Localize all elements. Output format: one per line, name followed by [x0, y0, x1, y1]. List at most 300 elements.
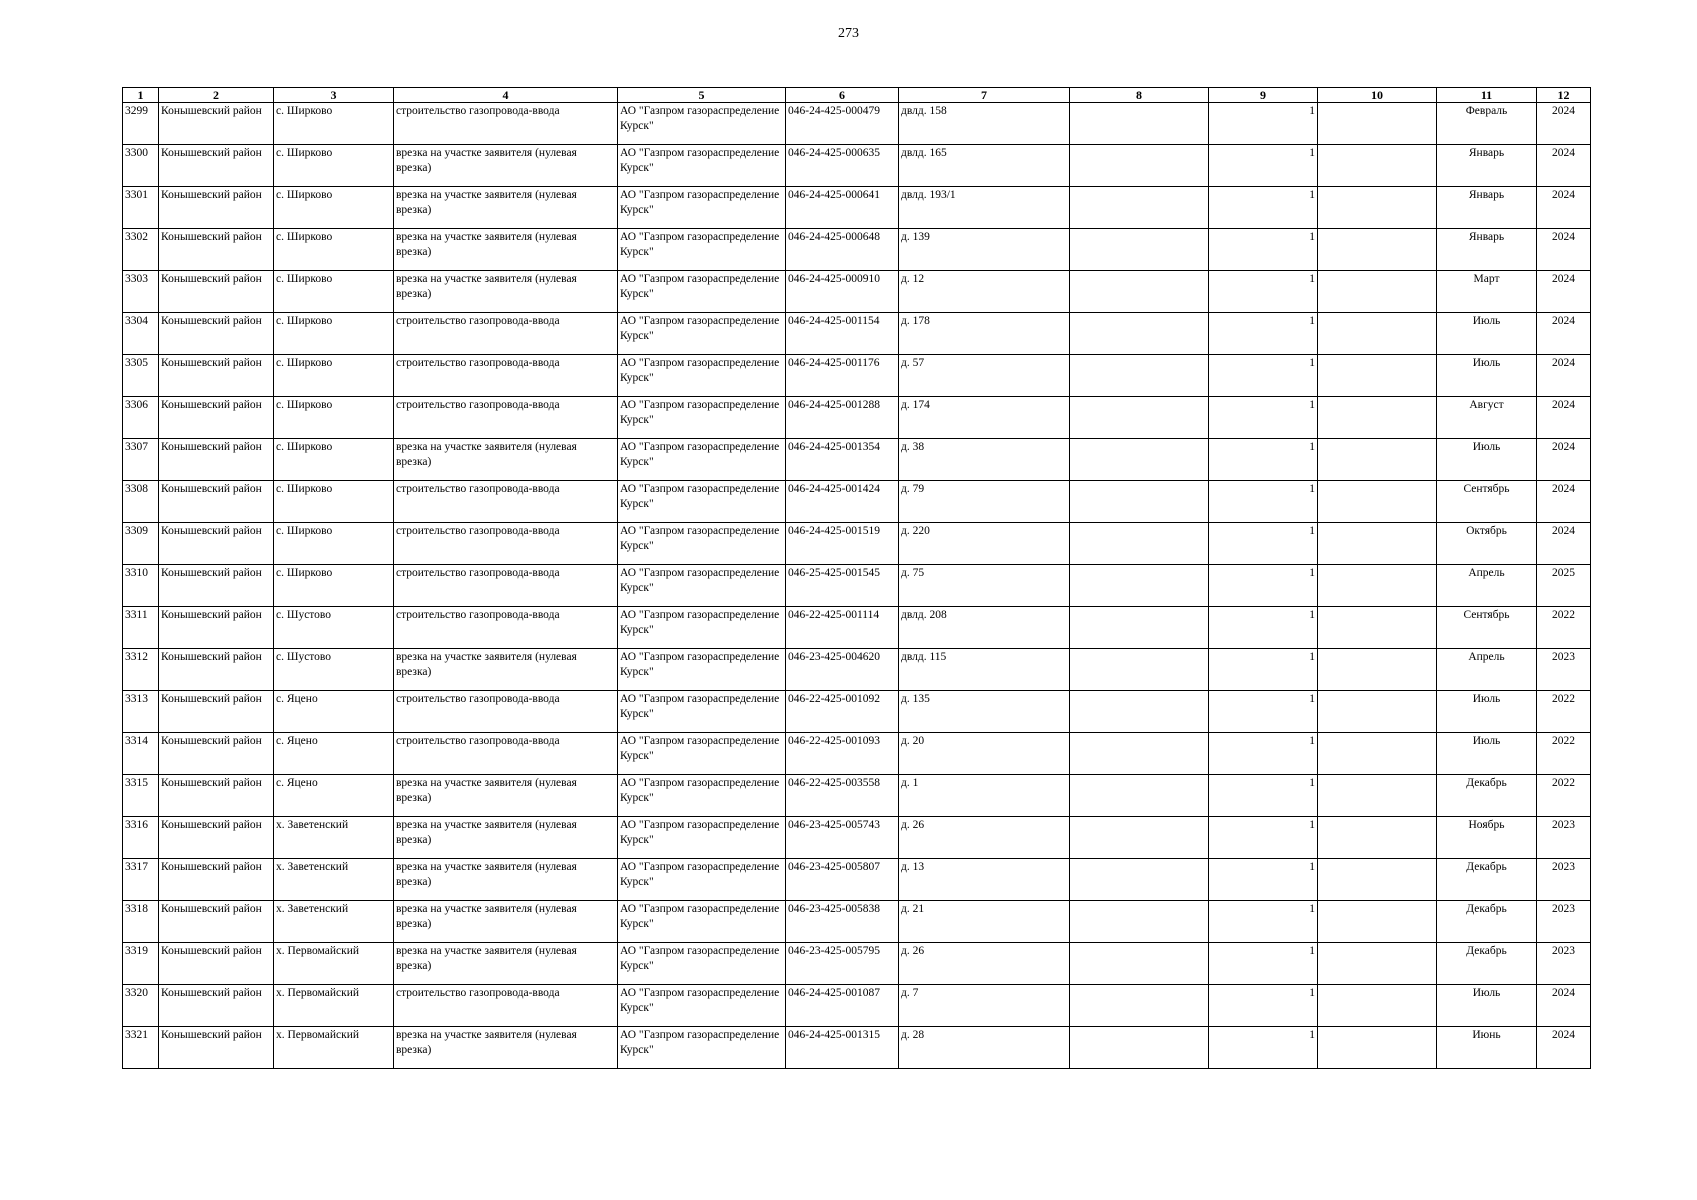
organization-cell: АО "Газпром газораспределение Курск": [618, 229, 786, 271]
year-cell: 2024: [1537, 355, 1591, 397]
column-10-cell: [1318, 817, 1437, 859]
address-cell: двлд. 158: [899, 103, 1070, 145]
column-header: 5: [618, 88, 786, 103]
year-cell: 2023: [1537, 817, 1591, 859]
column-10-cell: [1318, 607, 1437, 649]
table-row: [123, 481, 1591, 523]
row-number: 3299: [123, 103, 159, 145]
year-cell: 2022: [1537, 691, 1591, 733]
month-cell: Декабрь: [1437, 859, 1537, 901]
row-number: 3316: [123, 817, 159, 859]
quantity-cell: 1: [1209, 271, 1318, 313]
organization-cell: АО "Газпром газораспределение Курск": [618, 859, 786, 901]
quantity-cell: 1: [1209, 103, 1318, 145]
column-8-cell: [1070, 775, 1209, 817]
locality-cell: с. Ширково: [274, 439, 394, 481]
application-code-cell: 046-24-425-001354: [786, 439, 899, 481]
column-header: 4: [394, 88, 618, 103]
work-type-cell: строительство газопровода-ввода: [394, 691, 618, 733]
month-cell: Январь: [1437, 229, 1537, 271]
work-type-cell: врезка на участке заявителя (нулевая врезка): [394, 271, 618, 313]
locality-cell: с. Яцено: [274, 733, 394, 775]
table-row: [123, 313, 1591, 355]
address-cell: д. 135: [899, 691, 1070, 733]
address-cell: д. 12: [899, 271, 1070, 313]
column-8-cell: [1070, 565, 1209, 607]
locality-cell: с. Ширково: [274, 229, 394, 271]
month-cell: Июль: [1437, 691, 1537, 733]
locality-cell: с. Ширково: [274, 523, 394, 565]
year-cell: 2024: [1537, 397, 1591, 439]
column-8-cell: [1070, 859, 1209, 901]
row-number: 3313: [123, 691, 159, 733]
column-8-cell: [1070, 943, 1209, 985]
application-code-cell: 046-24-425-001519: [786, 523, 899, 565]
column-8-cell: [1070, 817, 1209, 859]
district-cell: Конышевский район: [159, 397, 274, 439]
work-type-cell: строительство газопровода-ввода: [394, 481, 618, 523]
column-header: 11: [1437, 88, 1537, 103]
row-number: 3320: [123, 985, 159, 1027]
column-10-cell: [1318, 439, 1437, 481]
locality-cell: с. Ширково: [274, 271, 394, 313]
work-type-cell: врезка на участке заявителя (нулевая врезка): [394, 229, 618, 271]
column-10-cell: [1318, 103, 1437, 145]
row-number: 3309: [123, 523, 159, 565]
column-8-cell: [1070, 691, 1209, 733]
district-cell: Конышевский район: [159, 943, 274, 985]
district-cell: Конышевский район: [159, 565, 274, 607]
row-number: 3305: [123, 355, 159, 397]
table-row: [123, 733, 1591, 775]
year-cell: 2024: [1537, 481, 1591, 523]
district-cell: Конышевский район: [159, 523, 274, 565]
row-number: 3302: [123, 229, 159, 271]
quantity-cell: 1: [1209, 187, 1318, 229]
row-number: 3301: [123, 187, 159, 229]
column-10-cell: [1318, 355, 1437, 397]
month-cell: Январь: [1437, 187, 1537, 229]
column-8-cell: [1070, 481, 1209, 523]
quantity-cell: 1: [1209, 145, 1318, 187]
quantity-cell: 1: [1209, 607, 1318, 649]
locality-cell: с. Яцено: [274, 775, 394, 817]
work-type-cell: врезка на участке заявителя (нулевая врезка): [394, 943, 618, 985]
locality-cell: с. Яцено: [274, 691, 394, 733]
month-cell: Февраль: [1437, 103, 1537, 145]
organization-cell: АО "Газпром газораспределение Курск": [618, 649, 786, 691]
address-cell: д. 7: [899, 985, 1070, 1027]
row-number: 3312: [123, 649, 159, 691]
row-number: 3311: [123, 607, 159, 649]
year-cell: 2024: [1537, 229, 1591, 271]
column-10-cell: [1318, 1027, 1437, 1069]
organization-cell: АО "Газпром газораспределение Курск": [618, 565, 786, 607]
locality-cell: х. Первомайский: [274, 985, 394, 1027]
quantity-cell: 1: [1209, 649, 1318, 691]
month-cell: Март: [1437, 271, 1537, 313]
quantity-cell: 1: [1209, 523, 1318, 565]
work-type-cell: врезка на участке заявителя (нулевая врезка): [394, 145, 618, 187]
district-cell: Конышевский район: [159, 145, 274, 187]
year-cell: 2024: [1537, 103, 1591, 145]
row-number: 3321: [123, 1027, 159, 1069]
address-cell: д. 38: [899, 439, 1070, 481]
table-row: [123, 397, 1591, 439]
column-10-cell: [1318, 271, 1437, 313]
year-cell: 2024: [1537, 313, 1591, 355]
year-cell: 2025: [1537, 565, 1591, 607]
locality-cell: с. Ширково: [274, 145, 394, 187]
row-number: 3315: [123, 775, 159, 817]
locality-cell: с. Ширково: [274, 565, 394, 607]
table-row: [123, 145, 1591, 187]
quantity-cell: 1: [1209, 733, 1318, 775]
column-10-cell: [1318, 943, 1437, 985]
column-8-cell: [1070, 607, 1209, 649]
quantity-cell: 1: [1209, 859, 1318, 901]
address-cell: д. 57: [899, 355, 1070, 397]
column-8-cell: [1070, 985, 1209, 1027]
column-8-cell: [1070, 229, 1209, 271]
table-row: [123, 901, 1591, 943]
district-cell: Конышевский район: [159, 607, 274, 649]
month-cell: Июль: [1437, 313, 1537, 355]
column-header: 6: [786, 88, 899, 103]
organization-cell: АО "Газпром газораспределение Курск": [618, 733, 786, 775]
row-number: 3314: [123, 733, 159, 775]
organization-cell: АО "Газпром газораспределение Курск": [618, 481, 786, 523]
month-cell: Август: [1437, 397, 1537, 439]
address-cell: д. 178: [899, 313, 1070, 355]
table-row: [123, 859, 1591, 901]
column-8-cell: [1070, 397, 1209, 439]
application-code-cell: 046-24-425-001154: [786, 313, 899, 355]
address-cell: двлд. 208: [899, 607, 1070, 649]
column-10-cell: [1318, 901, 1437, 943]
table-row: [123, 103, 1591, 145]
column-header: 9: [1209, 88, 1318, 103]
column-10-cell: [1318, 649, 1437, 691]
locality-cell: с. Ширково: [274, 397, 394, 439]
work-type-cell: врезка на участке заявителя (нулевая врезка): [394, 901, 618, 943]
work-type-cell: врезка на участке заявителя (нулевая врезка): [394, 1027, 618, 1069]
table-row: [123, 817, 1591, 859]
year-cell: 2023: [1537, 859, 1591, 901]
address-cell: д. 28: [899, 1027, 1070, 1069]
table-row: [123, 229, 1591, 271]
table-row: [123, 775, 1591, 817]
address-cell: д. 13: [899, 859, 1070, 901]
quantity-cell: 1: [1209, 943, 1318, 985]
table-row: [123, 439, 1591, 481]
column-10-cell: [1318, 985, 1437, 1027]
work-type-cell: врезка на участке заявителя (нулевая врезка): [394, 439, 618, 481]
month-cell: Декабрь: [1437, 775, 1537, 817]
month-cell: Июль: [1437, 733, 1537, 775]
quantity-cell: 1: [1209, 355, 1318, 397]
column-10-cell: [1318, 313, 1437, 355]
table-row: [123, 985, 1591, 1027]
organization-cell: АО "Газпром газораспределение Курск": [618, 901, 786, 943]
address-cell: д. 26: [899, 943, 1070, 985]
month-cell: Июль: [1437, 355, 1537, 397]
month-cell: Ноябрь: [1437, 817, 1537, 859]
year-cell: 2024: [1537, 187, 1591, 229]
work-type-cell: строительство газопровода-ввода: [394, 103, 618, 145]
table-row: [123, 691, 1591, 733]
work-type-cell: строительство газопровода-ввода: [394, 733, 618, 775]
address-cell: двлд. 165: [899, 145, 1070, 187]
row-number: 3319: [123, 943, 159, 985]
work-type-cell: строительство газопровода-ввода: [394, 523, 618, 565]
column-8-cell: [1070, 439, 1209, 481]
organization-cell: АО "Газпром газораспределение Курск": [618, 103, 786, 145]
work-type-cell: врезка на участке заявителя (нулевая врезка): [394, 859, 618, 901]
column-header: 10: [1318, 88, 1437, 103]
month-cell: Апрель: [1437, 649, 1537, 691]
application-code-cell: 046-25-425-001545: [786, 565, 899, 607]
district-cell: Конышевский район: [159, 691, 274, 733]
application-code-cell: 046-22-425-001092: [786, 691, 899, 733]
year-cell: 2024: [1537, 439, 1591, 481]
address-cell: д. 26: [899, 817, 1070, 859]
table-row: [123, 565, 1591, 607]
address-cell: д. 1: [899, 775, 1070, 817]
district-cell: Конышевский район: [159, 985, 274, 1027]
row-number: 3317: [123, 859, 159, 901]
work-type-cell: строительство газопровода-ввода: [394, 313, 618, 355]
district-cell: Конышевский район: [159, 355, 274, 397]
locality-cell: с. Ширково: [274, 313, 394, 355]
district-cell: Конышевский район: [159, 733, 274, 775]
work-type-cell: врезка на участке заявителя (нулевая врезка): [394, 775, 618, 817]
quantity-cell: 1: [1209, 817, 1318, 859]
district-cell: Конышевский район: [159, 649, 274, 691]
column-header: 1: [123, 88, 159, 103]
table-row: [123, 271, 1591, 313]
column-10-cell: [1318, 691, 1437, 733]
column-8-cell: [1070, 313, 1209, 355]
month-cell: Июль: [1437, 439, 1537, 481]
column-8-cell: [1070, 355, 1209, 397]
month-cell: Декабрь: [1437, 943, 1537, 985]
year-cell: 2023: [1537, 901, 1591, 943]
column-10-cell: [1318, 859, 1437, 901]
application-code-cell: 046-24-425-001087: [786, 985, 899, 1027]
row-number: 3304: [123, 313, 159, 355]
quantity-cell: 1: [1209, 481, 1318, 523]
column-10-cell: [1318, 397, 1437, 439]
application-code-cell: 046-23-425-005838: [786, 901, 899, 943]
column-8-cell: [1070, 901, 1209, 943]
month-cell: Июнь: [1437, 1027, 1537, 1069]
column-header: 12: [1537, 88, 1591, 103]
column-10-cell: [1318, 523, 1437, 565]
month-cell: Январь: [1437, 145, 1537, 187]
application-code-cell: 046-24-425-001424: [786, 481, 899, 523]
organization-cell: АО "Газпром газораспределение Курск": [618, 985, 786, 1027]
month-cell: Июль: [1437, 985, 1537, 1027]
table-row: [123, 1027, 1591, 1069]
column-8-cell: [1070, 733, 1209, 775]
organization-cell: АО "Газпром газораспределение Курск": [618, 607, 786, 649]
row-number: 3310: [123, 565, 159, 607]
organization-cell: АО "Газпром газораспределение Курск": [618, 691, 786, 733]
application-code-cell: 046-24-425-001315: [786, 1027, 899, 1069]
address-cell: двлд. 193/1: [899, 187, 1070, 229]
table-row: [123, 943, 1591, 985]
year-cell: 2023: [1537, 943, 1591, 985]
year-cell: 2022: [1537, 733, 1591, 775]
column-10-cell: [1318, 187, 1437, 229]
quantity-cell: 1: [1209, 985, 1318, 1027]
quantity-cell: 1: [1209, 313, 1318, 355]
address-cell: д. 75: [899, 565, 1070, 607]
application-code-cell: 046-22-425-001093: [786, 733, 899, 775]
work-type-cell: строительство газопровода-ввода: [394, 355, 618, 397]
column-8-cell: [1070, 187, 1209, 229]
year-cell: 2022: [1537, 607, 1591, 649]
organization-cell: АО "Газпром газораспределение Курск": [618, 943, 786, 985]
organization-cell: АО "Газпром газораспределение Курск": [618, 439, 786, 481]
organization-cell: АО "Газпром газораспределение Курск": [618, 775, 786, 817]
district-cell: Конышевский район: [159, 103, 274, 145]
application-code-cell: 046-23-425-005807: [786, 859, 899, 901]
organization-cell: АО "Газпром газораспределение Курск": [618, 313, 786, 355]
organization-cell: АО "Газпром газораспределение Курск": [618, 271, 786, 313]
table-row: [123, 355, 1591, 397]
month-cell: Декабрь: [1437, 901, 1537, 943]
work-type-cell: строительство газопровода-ввода: [394, 397, 618, 439]
address-cell: д. 174: [899, 397, 1070, 439]
district-cell: Конышевский район: [159, 817, 274, 859]
quantity-cell: 1: [1209, 439, 1318, 481]
column-8-cell: [1070, 145, 1209, 187]
locality-cell: с. Ширково: [274, 103, 394, 145]
locality-cell: х. Первомайский: [274, 943, 394, 985]
month-cell: Сентябрь: [1437, 607, 1537, 649]
work-type-cell: строительство газопровода-ввода: [394, 985, 618, 1027]
application-code-cell: 046-24-425-000635: [786, 145, 899, 187]
address-cell: д. 79: [899, 481, 1070, 523]
application-code-cell: 046-24-425-001176: [786, 355, 899, 397]
address-cell: д. 139: [899, 229, 1070, 271]
organization-cell: АО "Газпром газораспределение Курск": [618, 397, 786, 439]
row-number: 3303: [123, 271, 159, 313]
month-cell: Октябрь: [1437, 523, 1537, 565]
locality-cell: с. Ширково: [274, 187, 394, 229]
column-header: 3: [274, 88, 394, 103]
district-cell: Конышевский район: [159, 271, 274, 313]
column-10-cell: [1318, 565, 1437, 607]
district-cell: Конышевский район: [159, 859, 274, 901]
quantity-cell: 1: [1209, 397, 1318, 439]
address-cell: д. 21: [899, 901, 1070, 943]
column-8-cell: [1070, 1027, 1209, 1069]
month-cell: Сентябрь: [1437, 481, 1537, 523]
district-cell: Конышевский район: [159, 313, 274, 355]
district-cell: Конышевский район: [159, 1027, 274, 1069]
address-cell: д. 20: [899, 733, 1070, 775]
year-cell: 2024: [1537, 271, 1591, 313]
column-header: 2: [159, 88, 274, 103]
column-10-cell: [1318, 481, 1437, 523]
district-cell: Конышевский район: [159, 481, 274, 523]
quantity-cell: 1: [1209, 1027, 1318, 1069]
year-cell: 2024: [1537, 1027, 1591, 1069]
month-cell: Апрель: [1437, 565, 1537, 607]
column-8-cell: [1070, 103, 1209, 145]
column-8-cell: [1070, 523, 1209, 565]
application-code-cell: 046-23-425-004620: [786, 649, 899, 691]
quantity-cell: 1: [1209, 565, 1318, 607]
application-code-cell: 046-24-425-000641: [786, 187, 899, 229]
application-code-cell: 046-24-425-000648: [786, 229, 899, 271]
column-10-cell: [1318, 775, 1437, 817]
row-number: 3307: [123, 439, 159, 481]
table-body: [123, 103, 1591, 1069]
district-cell: Конышевский район: [159, 439, 274, 481]
year-cell: 2024: [1537, 985, 1591, 1027]
application-code-cell: 046-22-425-001114: [786, 607, 899, 649]
column-header: 8: [1070, 88, 1209, 103]
address-cell: д. 220: [899, 523, 1070, 565]
locality-cell: с. Шустово: [274, 649, 394, 691]
organization-cell: АО "Газпром газораспределение Курск": [618, 187, 786, 229]
organization-cell: АО "Газпром газораспределение Курск": [618, 1027, 786, 1069]
year-cell: 2022: [1537, 775, 1591, 817]
row-number: 3318: [123, 901, 159, 943]
quantity-cell: 1: [1209, 229, 1318, 271]
application-code-cell: 046-23-425-005795: [786, 943, 899, 985]
row-number: 3308: [123, 481, 159, 523]
work-type-cell: строительство газопровода-ввода: [394, 565, 618, 607]
year-cell: 2024: [1537, 145, 1591, 187]
table-row: [123, 649, 1591, 691]
organization-cell: АО "Газпром газораспределение Курск": [618, 355, 786, 397]
work-type-cell: врезка на участке заявителя (нулевая врезка): [394, 649, 618, 691]
application-code-cell: 046-24-425-000479: [786, 103, 899, 145]
work-type-cell: строительство газопровода-ввода: [394, 607, 618, 649]
district-cell: Конышевский район: [159, 187, 274, 229]
year-cell: 2024: [1537, 523, 1591, 565]
page-number: 273: [838, 26, 859, 41]
organization-cell: АО "Газпром газораспределение Курск": [618, 817, 786, 859]
column-10-cell: [1318, 145, 1437, 187]
application-code-cell: 046-22-425-003558: [786, 775, 899, 817]
table-row: [123, 187, 1591, 229]
address-cell: двлд. 115: [899, 649, 1070, 691]
quantity-cell: 1: [1209, 901, 1318, 943]
year-cell: 2023: [1537, 649, 1591, 691]
quantity-cell: 1: [1209, 775, 1318, 817]
row-number: 3300: [123, 145, 159, 187]
table-row: [123, 607, 1591, 649]
header-row: [123, 88, 1591, 103]
application-code-cell: 046-24-425-000910: [786, 271, 899, 313]
application-code-cell: 046-23-425-005743: [786, 817, 899, 859]
district-cell: Конышевский район: [159, 229, 274, 271]
registry-table: [122, 87, 1591, 1069]
district-cell: Конышевский район: [159, 901, 274, 943]
application-code-cell: 046-24-425-001288: [786, 397, 899, 439]
locality-cell: с. Ширково: [274, 355, 394, 397]
quantity-cell: 1: [1209, 691, 1318, 733]
column-10-cell: [1318, 733, 1437, 775]
column-header: 7: [899, 88, 1070, 103]
work-type-cell: врезка на участке заявителя (нулевая врезка): [394, 817, 618, 859]
